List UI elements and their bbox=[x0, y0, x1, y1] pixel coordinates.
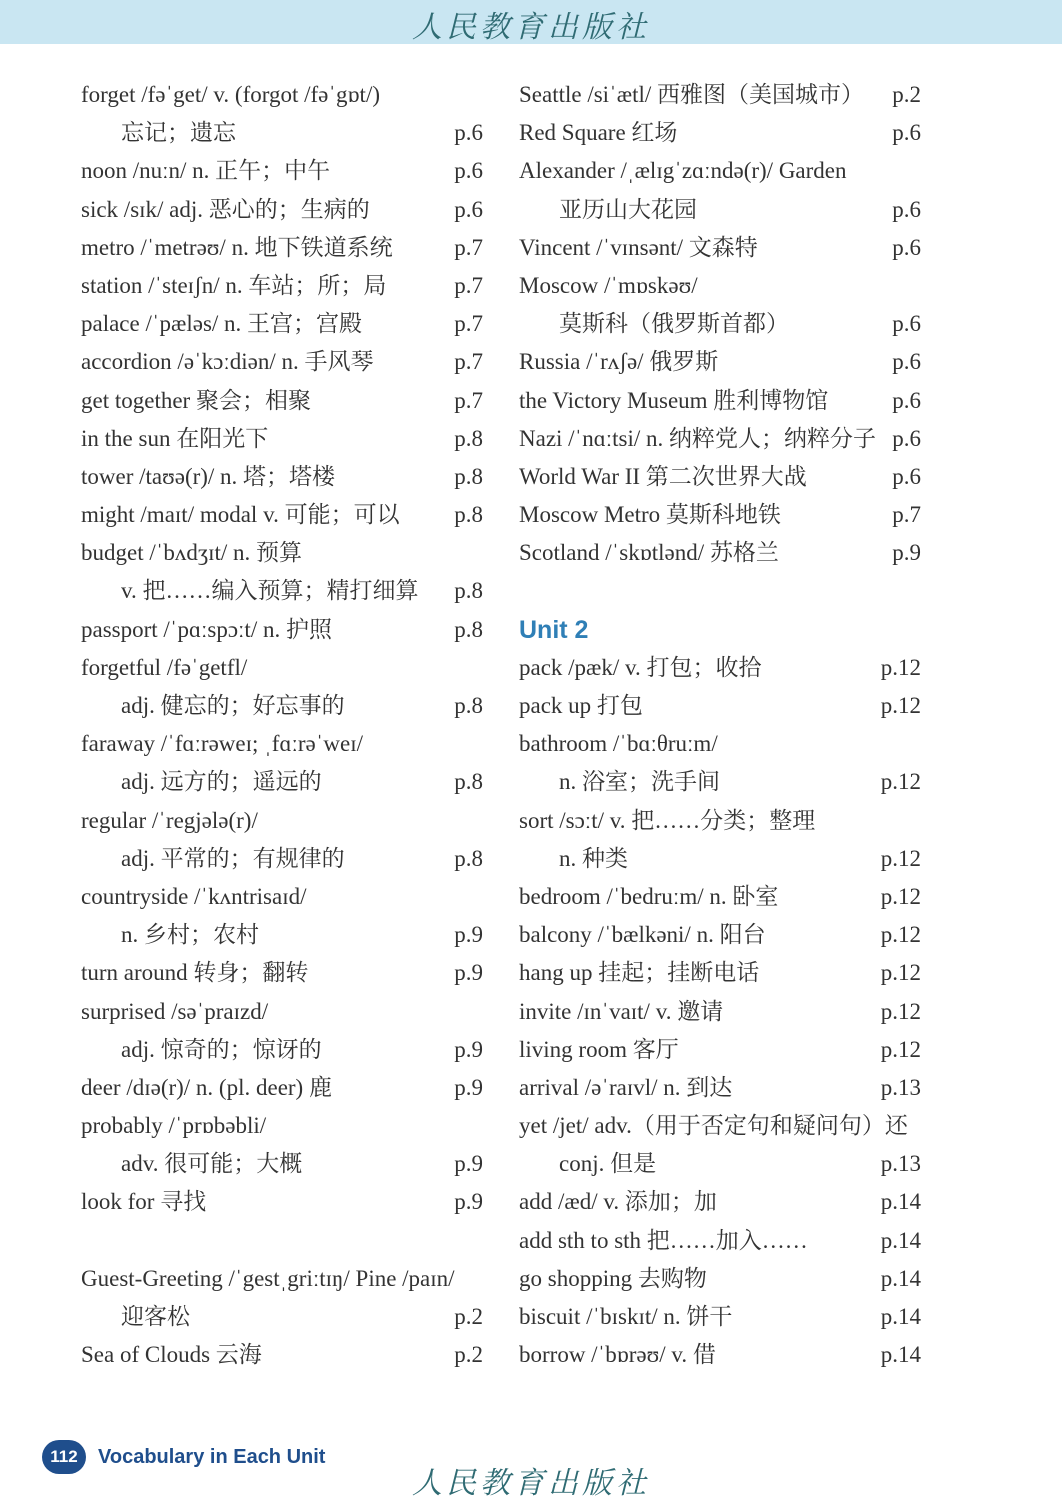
vocab-entry bbox=[81, 1183, 483, 1221]
vocab-text: yet /jet/ adv.（用于否定句和疑问句）还 bbox=[519, 1113, 908, 1139]
spacer bbox=[81, 1222, 483, 1260]
spacer bbox=[519, 572, 921, 610]
vocab-entry bbox=[81, 1069, 483, 1107]
vocab-entry bbox=[81, 1031, 483, 1069]
vocab-entry bbox=[81, 1298, 483, 1336]
vocab-entry bbox=[81, 152, 483, 190]
page-ref: p.6 bbox=[892, 387, 921, 413]
vocab-entry bbox=[81, 343, 483, 381]
vocab-entry bbox=[81, 649, 483, 687]
page-ref: p.7 bbox=[454, 272, 483, 298]
page-ref: p.14 bbox=[880, 1227, 921, 1253]
vocab-text: in the sun 在阳光下 bbox=[81, 425, 269, 451]
page-ref: p.6 bbox=[454, 158, 483, 184]
vocab-entry bbox=[519, 993, 921, 1031]
vocab-text: biscuit /ˈbɪskɪt/ n. 饼干 bbox=[519, 1304, 733, 1329]
vocab-text: go shopping 去购物 bbox=[519, 1265, 707, 1291]
page-ref: p.9 bbox=[454, 1151, 483, 1177]
page-ref: p.9 bbox=[892, 540, 921, 566]
vocab-entry bbox=[81, 725, 483, 763]
vocab-entry bbox=[519, 152, 921, 190]
vocab-entry bbox=[81, 993, 483, 1031]
vocab-entry bbox=[81, 878, 483, 916]
vocab-entry bbox=[519, 420, 921, 458]
vocab-text: arrival /əˈraɪvl/ n. 到达 bbox=[519, 1074, 733, 1100]
vocab-text: Russia /ˈrʌʃə/ 俄罗斯 bbox=[519, 349, 719, 375]
page-ref: p.13 bbox=[880, 1151, 921, 1177]
vocab-text: Alexander /ˌælɪgˈzɑːndə(r)/ Garden bbox=[519, 158, 847, 184]
vocab-entry bbox=[81, 840, 483, 878]
vocab-text: tower /taʊə(r)/ n. 塔；塔楼 bbox=[81, 463, 336, 489]
vocab-entry bbox=[81, 1260, 483, 1298]
vocab-entry bbox=[519, 1222, 921, 1260]
vocab-text: sort /sɔːt/ v. 把……分类；整理 bbox=[519, 807, 816, 833]
vocab-entry bbox=[519, 1107, 921, 1145]
vocab-text: add /æd/ v. 添加；加 bbox=[519, 1189, 717, 1215]
page-ref: p.7 bbox=[454, 234, 483, 260]
vocab-text: pack up 打包 bbox=[519, 693, 643, 718]
vocab-entry bbox=[519, 763, 921, 801]
vocab-text: adv. 很可能；大概 bbox=[121, 1151, 303, 1177]
vocab-entry bbox=[519, 725, 921, 763]
vocab-text: regular /ˈregjələ(r)/ bbox=[81, 807, 258, 833]
vocab-entry bbox=[519, 1298, 921, 1336]
page-ref: p.12 bbox=[880, 960, 921, 986]
page-ref: p.14 bbox=[880, 1189, 921, 1215]
vocab-entry bbox=[519, 305, 921, 343]
vocab-text: bedroom /ˈbedruːm/ n. 卧室 bbox=[519, 883, 779, 909]
vocab-text: countryside /ˈkʌntrisaɪd/ bbox=[81, 883, 307, 909]
vocab-entry bbox=[519, 343, 921, 381]
vocab-entry bbox=[81, 572, 483, 610]
vocab-entry bbox=[81, 916, 483, 954]
vocab-entry bbox=[81, 496, 483, 534]
vocab-entry bbox=[519, 1031, 921, 1069]
vocab-text: budget /ˈbʌdʒɪt/ n. 预算 bbox=[81, 540, 303, 566]
vocab-entry bbox=[81, 229, 483, 267]
vocab-entry bbox=[81, 458, 483, 496]
vocab-text: passport /ˈpɑːspɔːt/ n. 护照 bbox=[81, 616, 332, 642]
vocab-text: Sea of Clouds 云海 bbox=[81, 1342, 262, 1368]
vocab-entry bbox=[81, 611, 483, 649]
page-ref: p.8 bbox=[454, 578, 483, 604]
vocab-entry bbox=[81, 534, 483, 572]
vocab-entry bbox=[519, 267, 921, 305]
vocab-text: Scotland /ˈskɒtlənd/ 苏格兰 bbox=[519, 540, 779, 566]
vocab-entry bbox=[519, 878, 921, 916]
vocab-entry bbox=[519, 76, 921, 114]
vocab-entry bbox=[519, 802, 921, 840]
page-ref: p.14 bbox=[880, 1265, 921, 1291]
vocab-text: might /maɪt/ modal v. 可能；可以 bbox=[81, 502, 400, 528]
vocab-entry bbox=[519, 114, 921, 152]
vocab-entry bbox=[81, 1145, 483, 1183]
page-ref: p.9 bbox=[454, 960, 483, 986]
page-ref: p.2 bbox=[892, 82, 921, 107]
vocab-entry bbox=[519, 1069, 921, 1107]
vocab-text: palace /ˈpæləs/ n. 王宫；宫殿 bbox=[81, 311, 363, 337]
page-ref: p.2 bbox=[454, 1342, 483, 1368]
page-ref: p.6 bbox=[892, 425, 921, 451]
vocab-entry bbox=[81, 114, 483, 152]
vocab-text: n. 种类 bbox=[559, 845, 628, 871]
vocab-entry bbox=[81, 802, 483, 840]
vocab-entry bbox=[519, 1145, 921, 1183]
vocab-entry bbox=[81, 954, 483, 992]
vocab-text: borrow /ˈbɒrəʊ/ v. 借 bbox=[519, 1342, 716, 1368]
vocab-entry bbox=[519, 496, 921, 534]
page-ref: p.8 bbox=[454, 845, 483, 871]
vocab-entry bbox=[519, 840, 921, 878]
vocab-text: deer /dɪə(r)/ n. (pl. deer) 鹿 bbox=[81, 1074, 332, 1100]
vocab-entry bbox=[519, 1183, 921, 1221]
publisher-logo-top: 人民教育出版社 bbox=[412, 10, 650, 45]
page-ref: p.12 bbox=[880, 922, 921, 948]
vocab-text: turn around 转身；翻转 bbox=[81, 960, 309, 986]
page-ref: p.9 bbox=[454, 1036, 483, 1062]
page-ref: p.12 bbox=[880, 693, 921, 718]
vocab-text: sick /sɪk/ adj. 恶心的；生病的 bbox=[81, 196, 370, 222]
vocab-entry bbox=[519, 649, 921, 687]
page-ref: p.6 bbox=[892, 120, 921, 146]
page-ref: p.9 bbox=[454, 1074, 483, 1100]
vocab-text: noon /nuːn/ n. 正午；中午 bbox=[81, 158, 331, 184]
vocab-text: n. 浴室；洗手间 bbox=[559, 769, 720, 795]
vocab-entry bbox=[81, 1107, 483, 1145]
vocab-text: forget /fəˈget/ v. (forgot /fəˈgɒt/) bbox=[81, 82, 380, 107]
page-ref: p.6 bbox=[454, 196, 483, 222]
page-ref: p.7 bbox=[454, 349, 483, 375]
vocab-text: Seattle /siˈætl/ 西雅图（美国城市） bbox=[519, 82, 864, 107]
vocab-text: hang up 挂起；挂断电话 bbox=[519, 960, 760, 986]
vocab-text: faraway /ˈfɑːrəweɪ; ˌfɑːrəˈweɪ/ bbox=[81, 731, 364, 757]
page-ref: p.9 bbox=[454, 922, 483, 948]
page-ref: p.12 bbox=[880, 883, 921, 909]
page-ref: p.8 bbox=[454, 425, 483, 451]
vocab-text: get together 聚会；相聚 bbox=[81, 387, 311, 413]
vocab-text: accordion /əˈkɔːdiən/ n. 手风琴 bbox=[81, 349, 374, 375]
vocab-text: 迎客松 bbox=[121, 1304, 190, 1329]
vocab-entry bbox=[81, 420, 483, 458]
vocab-text: living room 客厅 bbox=[519, 1036, 679, 1062]
vocab-text: add sth to sth 把……加入…… bbox=[519, 1227, 808, 1253]
vocab-entry bbox=[519, 191, 921, 229]
vocab-entry bbox=[519, 458, 921, 496]
vocab-text: World War II 第二次世界大战 bbox=[519, 463, 807, 489]
page-ref: p.2 bbox=[454, 1304, 483, 1329]
vocab-text: Vincent /ˈvɪnsənt/ 文森特 bbox=[519, 234, 758, 260]
vocab-entry bbox=[519, 1260, 921, 1298]
vocab-text: look for 寻找 bbox=[81, 1189, 207, 1215]
page-ref: p.12 bbox=[880, 1036, 921, 1062]
vocab-entry bbox=[81, 687, 483, 725]
vocab-text: conj. 但是 bbox=[559, 1151, 657, 1177]
vocab-text: 亚历山大花园 bbox=[559, 196, 697, 222]
vocab-entry bbox=[519, 687, 921, 725]
vocab-entry bbox=[519, 1336, 921, 1374]
vocab-text: Red Square 红场 bbox=[519, 120, 678, 146]
vocab-text: adj. 平常的；有规律的 bbox=[121, 845, 345, 871]
vocab-text: invite /ɪnˈvaɪt/ v. 邀请 bbox=[519, 998, 724, 1024]
vocab-text: probably /ˈprɒbəbli/ bbox=[81, 1113, 267, 1139]
page-ref: p.7 bbox=[454, 387, 483, 413]
vocab-text: forgetful /fəˈgetfl/ bbox=[81, 654, 248, 680]
vocab-entry bbox=[81, 382, 483, 420]
vocab-text: pack /pæk/ v. 打包；收拾 bbox=[519, 654, 762, 680]
vocab-text: 莫斯科（俄罗斯首都） bbox=[559, 311, 789, 337]
vocab-entry bbox=[81, 763, 483, 801]
page-ref: p.12 bbox=[880, 845, 921, 871]
vocab-text: bathroom /ˈbɑːθruːm/ bbox=[519, 731, 718, 757]
page-ref: p.8 bbox=[454, 693, 483, 718]
vocab-text: Nazi /ˈnɑːtsi/ n. 纳粹党人；纳粹分子 bbox=[519, 425, 877, 451]
page-ref: p.7 bbox=[892, 502, 921, 528]
page-ref: p.14 bbox=[880, 1304, 921, 1329]
page-ref: p.6 bbox=[892, 311, 921, 337]
vocab-text: adj. 远方的；遥远的 bbox=[121, 769, 322, 795]
vocab-column-left bbox=[81, 76, 483, 1374]
page-ref: p.6 bbox=[892, 196, 921, 222]
page-ref: p.9 bbox=[454, 1189, 483, 1215]
page-ref: p.8 bbox=[454, 616, 483, 642]
page-ref: p.12 bbox=[880, 998, 921, 1024]
vocab-entry bbox=[81, 267, 483, 305]
vocab-column-right bbox=[519, 76, 921, 1374]
vocab-entry bbox=[81, 305, 483, 343]
publisher-logo-bottom: 人民教育出版社 bbox=[412, 1466, 650, 1501]
page-ref: p.14 bbox=[880, 1342, 921, 1368]
vocab-text: v. 把……编入预算；精打细算 bbox=[121, 578, 419, 604]
page-ref: p.6 bbox=[892, 349, 921, 375]
vocab-entry bbox=[519, 954, 921, 992]
vocab-text: balcony /ˈbælkəni/ n. 阳台 bbox=[519, 922, 766, 948]
vocab-text: Moscow Metro 莫斯科地铁 bbox=[519, 502, 781, 528]
vocab-text: metro /ˈmetrəʊ/ n. 地下铁道系统 bbox=[81, 234, 393, 260]
page-ref: p.8 bbox=[454, 502, 483, 528]
vocab-text: adj. 惊奇的；惊讶的 bbox=[121, 1036, 322, 1062]
vocab-text: Moscow /ˈmɒskəʊ/ bbox=[519, 272, 698, 298]
page-ref: p.6 bbox=[892, 234, 921, 260]
vocab-entry bbox=[519, 534, 921, 572]
page-ref: p.7 bbox=[454, 311, 483, 337]
vocab-entry bbox=[81, 1336, 483, 1374]
page-ref: p.6 bbox=[892, 463, 921, 489]
page-ref: p.8 bbox=[454, 769, 483, 795]
page-ref: p.8 bbox=[454, 463, 483, 489]
page-ref: p.6 bbox=[454, 120, 483, 146]
page-ref: p.12 bbox=[880, 654, 921, 680]
unit-heading: Unit 2 bbox=[519, 615, 589, 644]
vocab-text: Guest-Greeting /ˈgestˌgriːtɪŋ/ Pine /paɪn/ bbox=[81, 1265, 455, 1291]
vocab-entry bbox=[519, 382, 921, 420]
section-title: Vocabulary in Each Unit bbox=[98, 1446, 326, 1468]
vocab-text: station /ˈsteɪʃn/ n. 车站；所；局 bbox=[81, 272, 387, 298]
vocab-text: the Victory Museum 胜利博物馆 bbox=[519, 387, 829, 413]
vocab-entry bbox=[519, 916, 921, 954]
page-ref: p.13 bbox=[880, 1074, 921, 1100]
vocab-text: 忘记；遗忘 bbox=[121, 120, 236, 146]
vocab-text: surprised /səˈpraɪzd/ bbox=[81, 998, 269, 1024]
page-ref: p.12 bbox=[880, 769, 921, 795]
vocab-entry bbox=[81, 76, 483, 114]
vocab-entry bbox=[519, 229, 921, 267]
vocab-text: n. 乡村；农村 bbox=[121, 922, 259, 948]
vocab-entry bbox=[81, 191, 483, 229]
page-number-badge: 112 bbox=[42, 1440, 86, 1474]
vocab-text: adj. 健忘的；好忘事的 bbox=[121, 693, 345, 718]
